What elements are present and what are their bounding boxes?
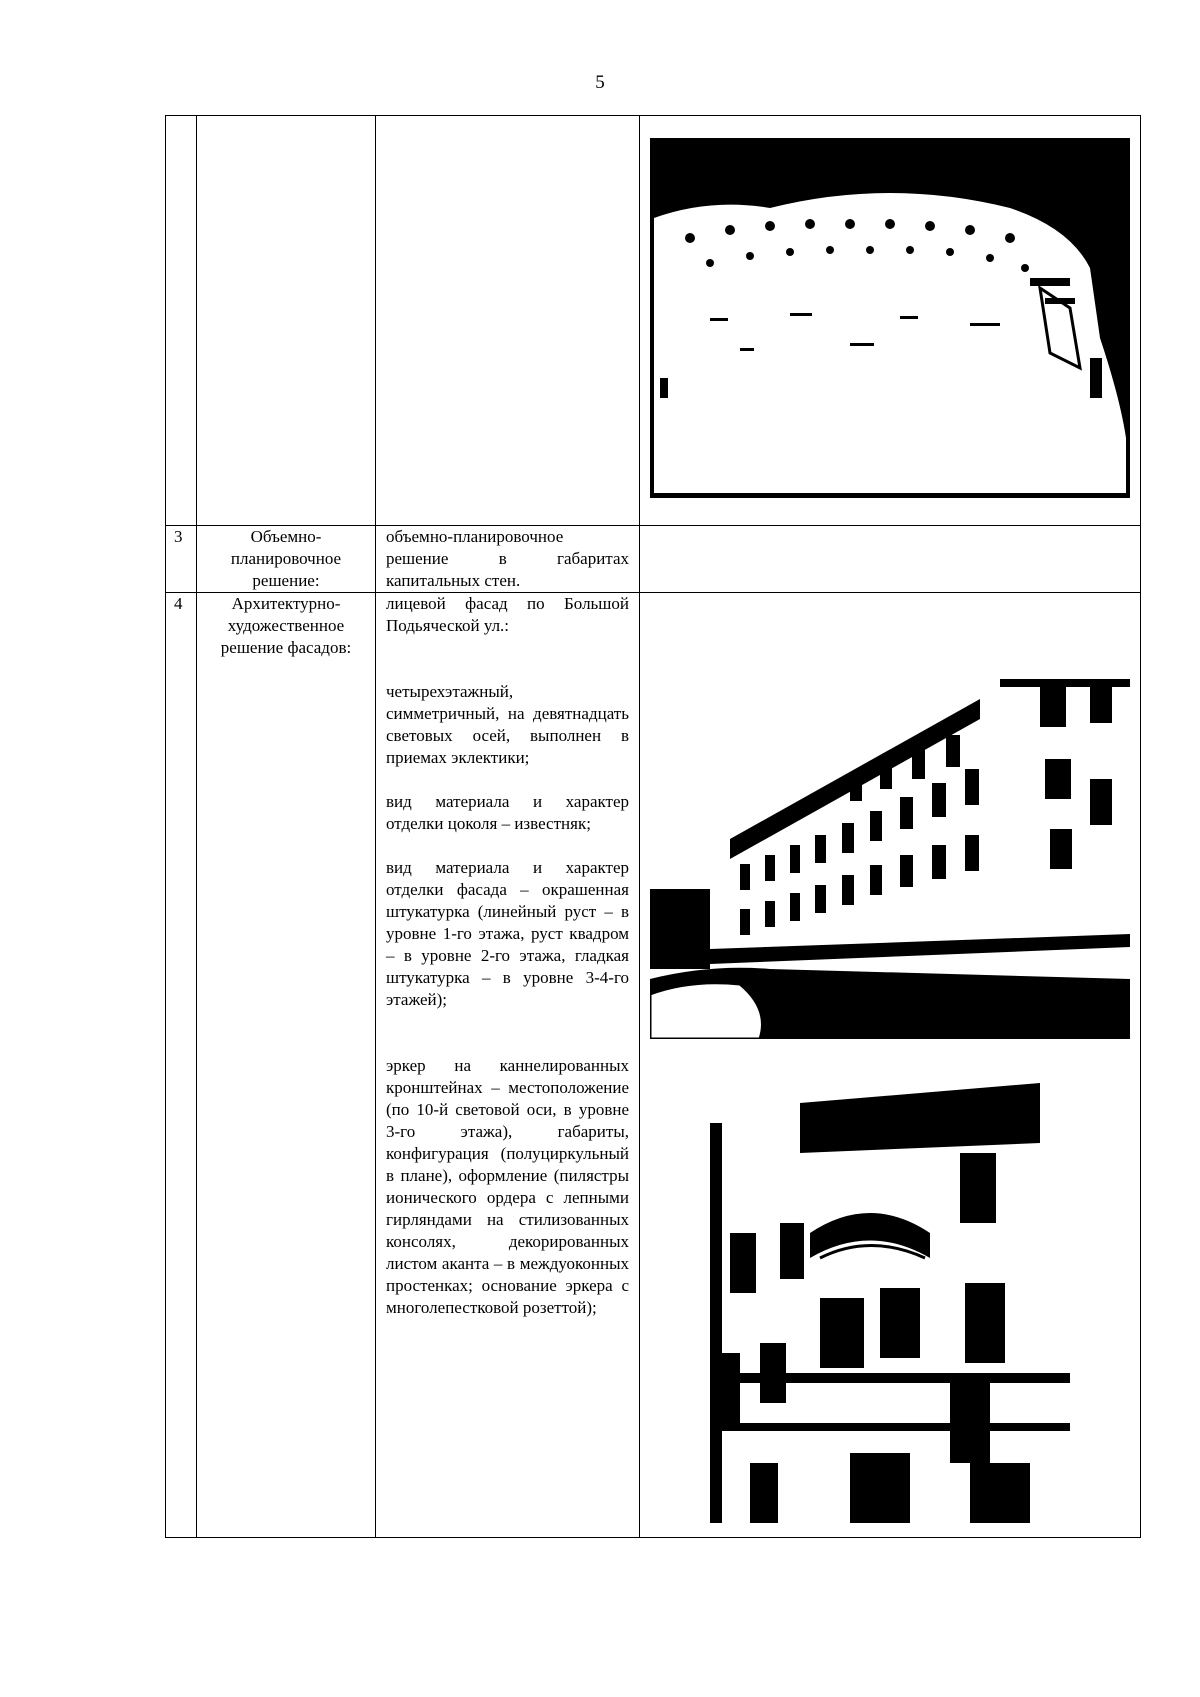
facade-photo — [650, 679, 1130, 1039]
paragraph-main-facade: лицевой фасад по Большой Подьяческой ул.: — [386, 594, 629, 635]
row-photo-cell — [640, 526, 1141, 593]
row-text: объемно-планировочное решение в габаритах капитальных стен. — [376, 526, 640, 593]
row-label-cell — [197, 116, 376, 526]
page-number: 5 — [595, 72, 605, 93]
bay-window-photo — [710, 1083, 1070, 1523]
row-photo-cell — [640, 116, 1141, 526]
row-text-cell — [376, 116, 640, 526]
table-row — [166, 593, 1141, 1538]
row-photo-cell — [640, 593, 1141, 1538]
table-row — [166, 526, 1141, 593]
table-row — [166, 116, 1141, 526]
paragraph-composition: четырехэтажный, симметричный, на девятнадцать световых осей, выполнен в приемах эклектики; — [386, 682, 629, 767]
heritage-table — [165, 115, 1141, 1538]
row-number: 3 — [166, 526, 197, 593]
row-label: Архитектурно-художественное решение фасадов: — [197, 593, 376, 1538]
row-number: 4 — [166, 593, 197, 1538]
ceiling-photo — [650, 138, 1130, 498]
paragraph-bay-window: эркер на каннелированных кронштейнах – местоположение (по 10-й световой оси, в уровне 3-го этажа), габариты, конфигурация (полуциркульный в плане), оформление (пилястры ионического ордера с лепными гирляндами на стилизованных консолях, декорированных листом аканта – в междуоконных простенках; основание эркера с многолепестковой розеттой); — [386, 1056, 629, 1317]
row-number-cell — [166, 116, 197, 526]
row-label: Объемно-планировочное решение: — [197, 526, 376, 593]
paragraph-plinth: вид материала и характер отделки цоколя – известняк; — [386, 792, 629, 833]
row-text — [376, 593, 640, 1538]
paragraph-facade-finish: вид материала и характер отделки фасада – окрашенная штукатурка (линейный руст – в уровне 1-го этажа, руст квадром – в уровне 2-го этажа, гладкая штукатурка – в уровне 3-4-го этажей); — [386, 858, 629, 1009]
